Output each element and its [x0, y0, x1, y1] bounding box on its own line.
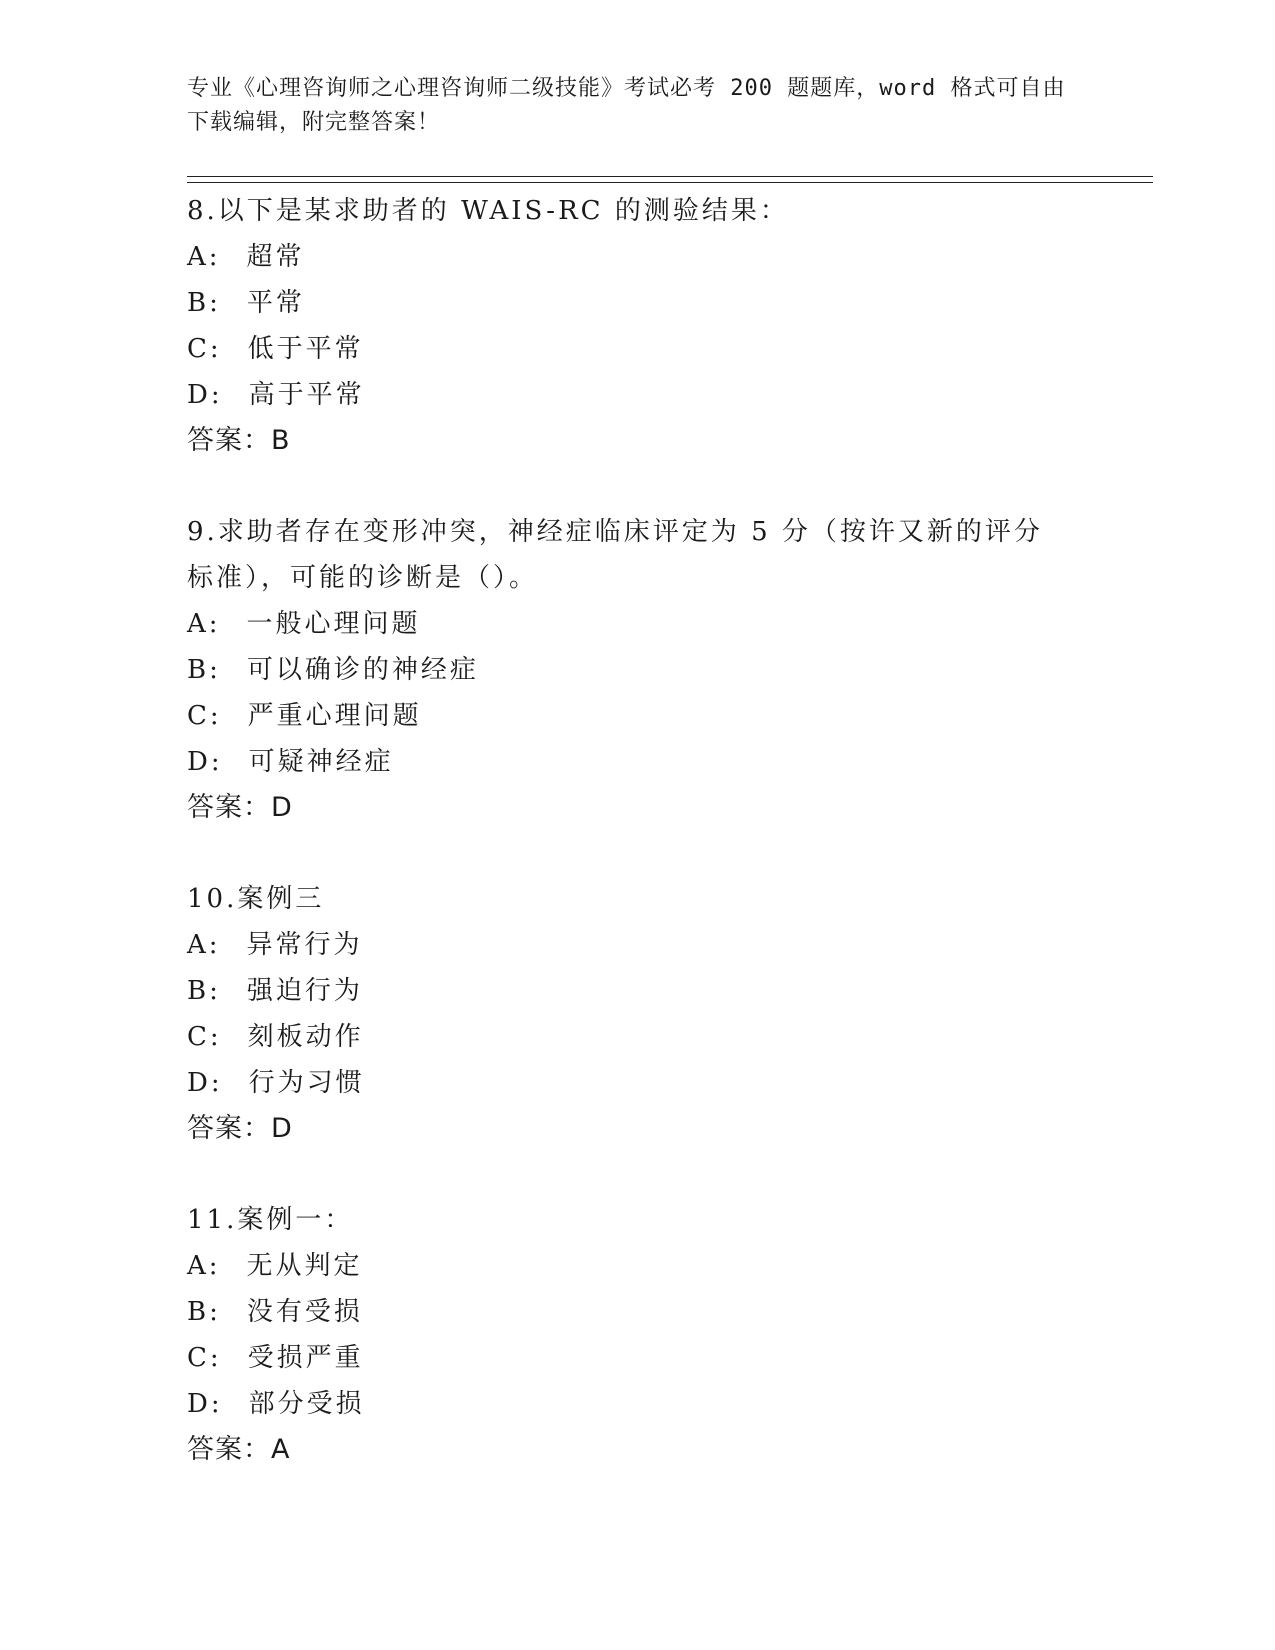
question-stem: 11.案例一：: [187, 1205, 354, 1235]
option-text: 可以确诊的神经症: [246, 655, 479, 685]
option-text: 超常: [246, 242, 305, 272]
option-letter: D:: [187, 1389, 223, 1419]
divider-line-top: [187, 176, 1153, 177]
question-10: [187, 876, 1087, 1152]
divider-line-bottom: [187, 182, 1153, 183]
option-c: [187, 326, 1087, 372]
question-stem: 10.案例三: [187, 884, 325, 914]
option-text: 刻板动作: [247, 1022, 364, 1052]
question-11: [187, 1197, 1087, 1473]
option-d: [187, 1381, 1087, 1427]
option-text: 异常行为: [246, 930, 363, 960]
answer-label: 答案：D: [187, 792, 293, 823]
option-a: [187, 234, 1087, 280]
option-text: 可疑神经症: [248, 747, 394, 777]
option-letter: B:: [187, 1297, 221, 1327]
option-letter: D:: [187, 747, 223, 777]
option-letter: B:: [187, 655, 221, 685]
option-text: 行为习惯: [248, 1068, 365, 1098]
question-stem: 8.以下是某求助者的 WAIS-RC 的测验结果：: [187, 196, 789, 226]
question-stem: 9.求助者存在变形冲突，神经症临床评定为 5 分（按许又新的评分标准），可能的诊断是（）。: [187, 517, 1043, 593]
option-text: 高于平常: [248, 380, 365, 410]
option-c: [187, 693, 1087, 739]
option-a: [187, 601, 1087, 647]
option-c: [187, 1335, 1087, 1381]
option-letter: C:: [187, 1022, 222, 1052]
option-text: 部分受损: [248, 1389, 365, 1419]
option-b: [187, 280, 1087, 326]
option-text: 无从判定: [246, 1251, 363, 1281]
option-letter: D:: [187, 1068, 223, 1098]
question-list: [187, 188, 1087, 1518]
question-9: [187, 509, 1087, 831]
option-a: [187, 922, 1087, 968]
option-d: [187, 372, 1087, 418]
option-letter: A:: [187, 1251, 221, 1281]
answer-label: 答案：A: [187, 1434, 291, 1465]
option-letter: C:: [187, 1343, 222, 1373]
option-text: 严重心理问题: [247, 701, 422, 731]
question-8: [187, 188, 1087, 464]
option-letter: D:: [187, 380, 223, 410]
option-text: 没有受损: [246, 1297, 363, 1327]
answer-label: 答案：B: [187, 425, 291, 456]
option-letter: A:: [187, 242, 221, 272]
option-letter: C:: [187, 334, 222, 364]
option-d: [187, 739, 1087, 785]
option-text: 一般心理问题: [246, 609, 421, 639]
option-b: [187, 968, 1087, 1014]
option-text: 强迫行为: [246, 976, 363, 1006]
document-intro: 专业《心理咨询师之心理咨询师二级技能》考试必考 200 题题库，word 格式可自由下载编辑，附完整答案！: [187, 76, 1066, 135]
option-a: [187, 1243, 1087, 1289]
option-b: [187, 647, 1087, 693]
option-b: [187, 1289, 1087, 1335]
option-letter: B:: [187, 288, 221, 318]
option-letter: B:: [187, 976, 221, 1006]
option-text: 平常: [246, 288, 305, 318]
option-d: [187, 1060, 1087, 1106]
option-text: 受损严重: [247, 1343, 364, 1373]
option-letter: A:: [187, 609, 221, 639]
option-c: [187, 1014, 1087, 1060]
answer-label: 答案：D: [187, 1113, 293, 1144]
option-letter: C:: [187, 701, 222, 731]
option-letter: A:: [187, 930, 221, 960]
option-text: 低于平常: [247, 334, 364, 364]
